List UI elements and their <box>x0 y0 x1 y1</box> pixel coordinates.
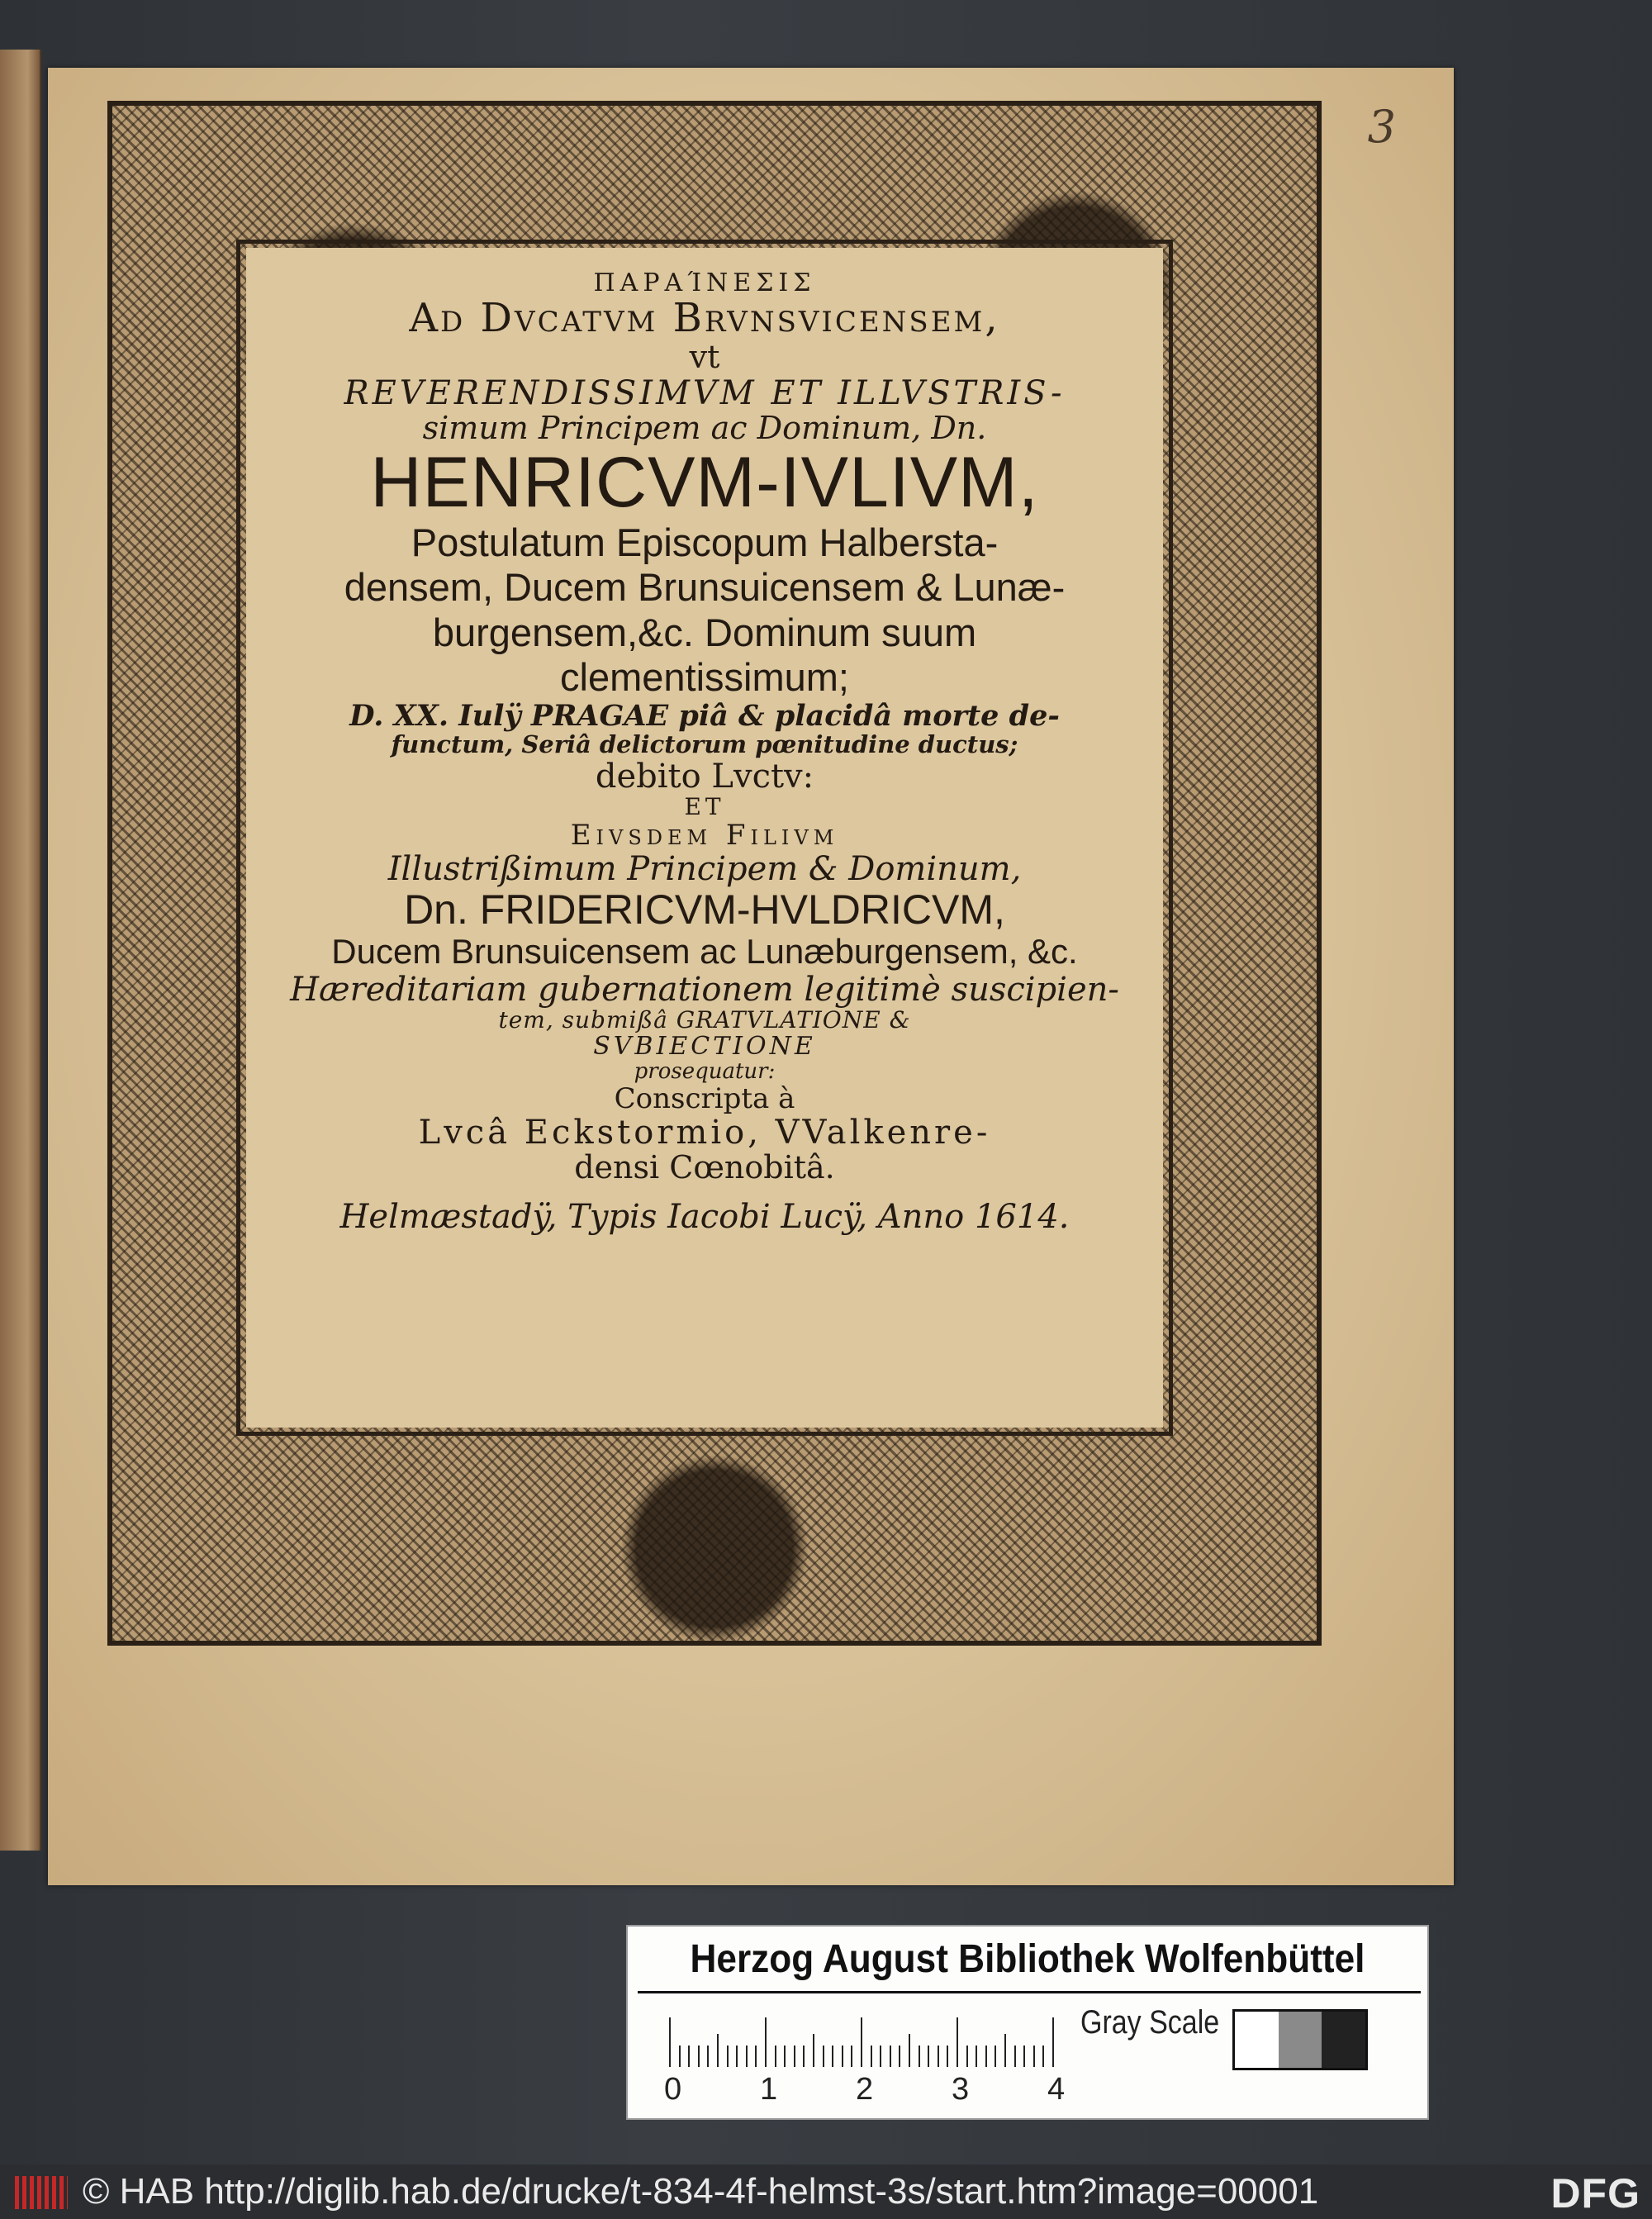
ducem-line: Ducem Brunsuicensem ac Lunæburgensem, &c. <box>331 932 1078 972</box>
scale-tick <box>755 2046 757 2067</box>
scale-tick <box>842 2046 843 2067</box>
debito-luctu-line: debito Lvctv: <box>595 758 814 796</box>
simum-line: simum Principem ac Dominum, Dn. <box>422 409 987 446</box>
scale-tick <box>717 2034 719 2067</box>
scale-tick <box>823 2046 824 2067</box>
scale-tick <box>813 2034 814 2067</box>
gray-swatch-mid <box>1279 2012 1322 2068</box>
scale-tick <box>698 2046 700 2067</box>
scale-tick <box>784 2046 786 2067</box>
scale-number: 4 <box>1047 2072 1066 2107</box>
ad-ducatum-line: Ad Dvcatvm Brvnsvicensem, <box>409 295 1000 341</box>
scale-tick <box>707 2046 709 2067</box>
scale-tick <box>1023 2046 1025 2067</box>
conscripta-line: Conscripta à <box>614 1081 795 1115</box>
scale-tick <box>736 2046 738 2067</box>
measure-scale <box>669 2009 1057 2067</box>
greek-title: ΠΑΡΑΊΝΕΣΙΣ <box>593 268 816 297</box>
scale-tick <box>727 2046 729 2067</box>
scale-tick <box>832 2046 833 2067</box>
scale-numbers <box>664 2072 1082 2113</box>
scale-number: 3 <box>952 2072 970 2107</box>
scale-tick <box>871 2046 872 2067</box>
card-divider <box>638 1991 1421 1993</box>
scale-number: 0 <box>664 2072 682 2107</box>
scale-tick <box>803 2046 805 2067</box>
gray-swatch-white <box>1235 2012 1279 2068</box>
scale-tick <box>1052 2017 1054 2067</box>
dfg-logo: DFG <box>1550 2170 1640 2217</box>
gray-scale-label: Gray Scale <box>1080 2004 1220 2041</box>
scale-tick <box>688 2046 690 2067</box>
scale-tick <box>985 2046 987 2067</box>
date-line: D. XX. Iulÿ PRAGAE piâ & placidâ morte de- <box>349 698 1060 733</box>
scale-tick <box>928 2046 929 2067</box>
footer-bar <box>0 2164 1652 2219</box>
hab-logo-icon <box>15 2176 68 2209</box>
scale-tick <box>1042 2046 1044 2067</box>
scale-tick <box>765 2017 767 2067</box>
scale-tick <box>861 2017 862 2067</box>
scale-tick <box>957 2017 958 2067</box>
gray-scale-swatches <box>1232 2009 1368 2070</box>
imprint-line: Helmæstadÿ, Typis Iacobi Lucÿ, Anno 1614. <box>339 1198 1070 1237</box>
illustrissimum-line: Illustrißimum Principem & Dominum, <box>387 850 1022 889</box>
burgensem-line: burgensem,&c. Dominum suum <box>432 610 977 654</box>
haereditariam-line: Hæreditariam gubernationem legitimè suscipien- <box>290 970 1119 1009</box>
scale-tick <box>976 2046 977 2067</box>
scale-tick <box>995 2046 996 2067</box>
scale-tick <box>890 2046 891 2067</box>
scale-tick <box>746 2046 748 2067</box>
scale-tick <box>1033 2046 1035 2067</box>
scale-tick <box>966 2046 968 2067</box>
author-line: Lvcâ Eckstormio, VValkenre- <box>418 1114 991 1152</box>
scale-tick <box>880 2046 881 2067</box>
footer-url[interactable]: © HAB http://diglib.hab.de/drucke/t-834-4f-helmst-3s/start.htm?image=00001 <box>83 2171 1319 2212</box>
previous-page-edge <box>0 50 41 1851</box>
folio-number: 3 <box>1367 101 1396 153</box>
fridericum-heading: Dn. FRIDERICVM-HVLDRICVM, <box>404 886 1005 934</box>
scale-tick <box>938 2046 939 2067</box>
scale-tick <box>851 2046 852 2067</box>
scale-tick <box>919 2046 920 2067</box>
scale-tick <box>1014 2046 1016 2067</box>
scale-tick <box>947 2046 948 2067</box>
scale-number: 1 <box>760 2072 778 2107</box>
institution-label: Herzog August Bibliothek Wolfenbüttel <box>690 1937 1365 1981</box>
postulatum-line: Postulatum Episcopum Halbersta- <box>411 520 999 564</box>
vt-line: vt <box>689 338 720 375</box>
scale-tick <box>899 2046 900 2067</box>
eiusdem-filium-line: Eivsdem Filivm <box>570 818 839 852</box>
color-scale-card <box>626 1925 1429 2120</box>
coenobita-line: densi Cœnobitâ. <box>574 1149 835 1186</box>
densem-line: densem, Ducem Brunsuicensem & Lunæ- <box>344 565 1066 610</box>
gray-swatch-dark <box>1322 2012 1365 2068</box>
scale-tick <box>1004 2034 1006 2067</box>
title-text-panel <box>246 248 1163 1428</box>
scale-number: 2 <box>856 2072 874 2107</box>
prosequatur-line: prosequatur: <box>634 1059 776 1085</box>
scale-tick <box>909 2034 910 2067</box>
functum-line: functum, Seriâ delictorum pœnitudine ductus; <box>391 730 1018 759</box>
scale-tick <box>679 2046 681 2067</box>
scale-tick <box>775 2046 776 2067</box>
henricum-iulium-heading: HENRICVM-IVLIVM, <box>370 443 1039 523</box>
gratulatione-line: tem, submißâ GRATVLATIONE & <box>498 1005 911 1033</box>
scale-tick <box>669 2017 671 2067</box>
clementissimum-line: clementissimum; <box>560 655 849 700</box>
reverendissimum-line: REVERENDISSIMVM ET ILLVSTRIS- <box>344 373 1066 412</box>
subiectione-line: SVBIECTIONE <box>593 1032 816 1062</box>
et-line: ET <box>684 793 725 821</box>
scale-tick <box>794 2046 795 2067</box>
